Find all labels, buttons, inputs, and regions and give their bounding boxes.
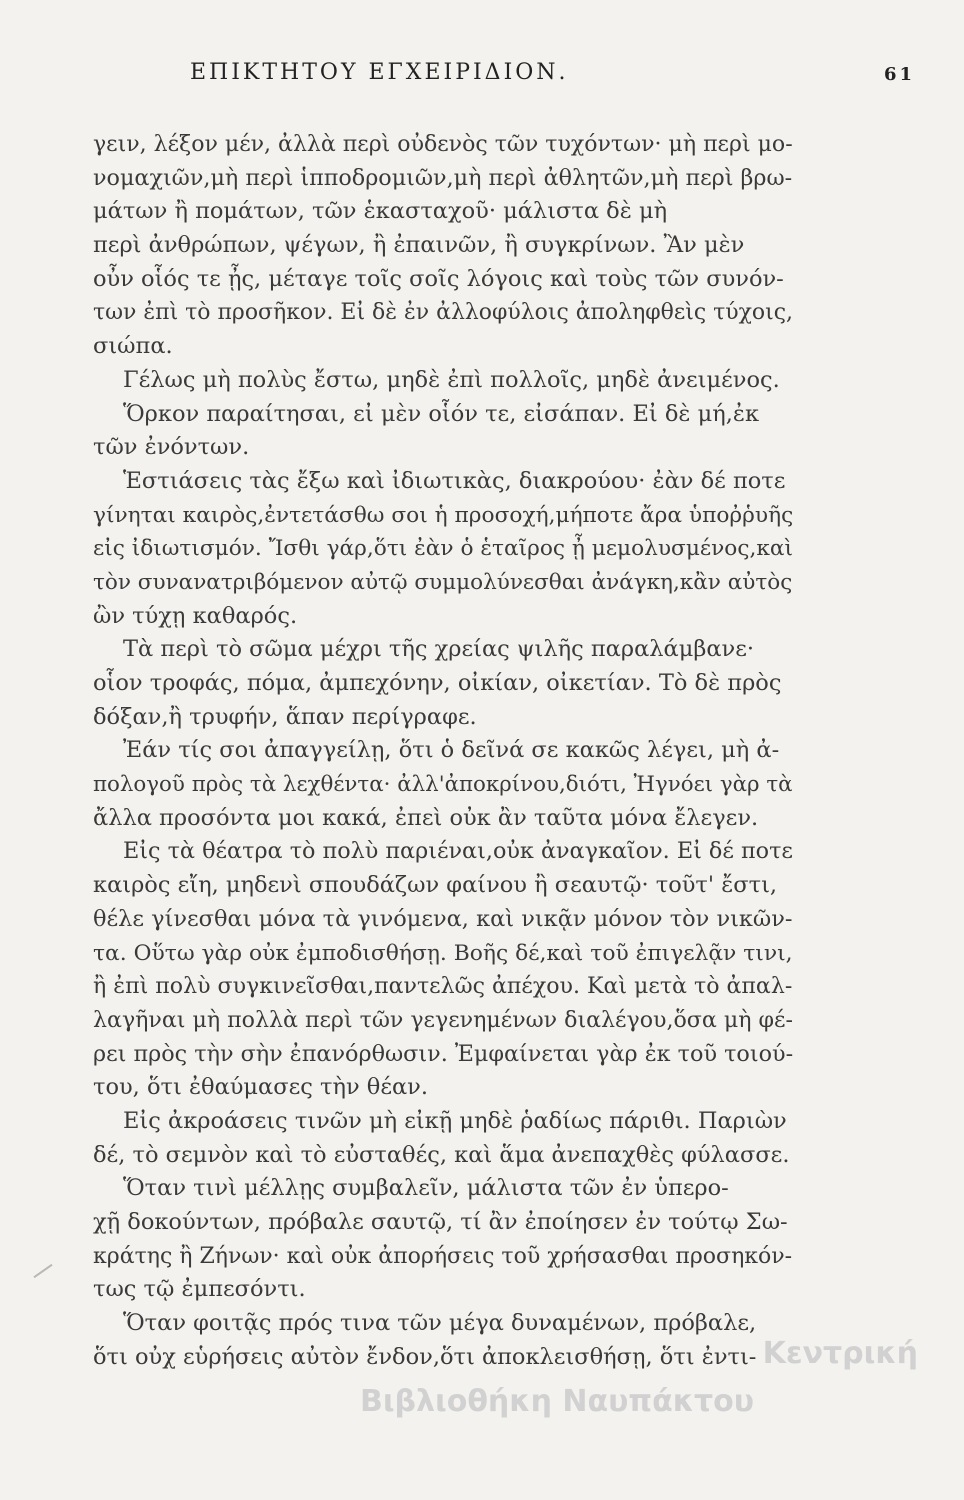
text-line: Γέλως μὴ πολὺς ἔστω, μηδὲ ἐπὶ πολλοῖς, μηδὲ ἀνειμένος. [123,366,780,393]
text-line: δέ, τὸ σεμνὸν καὶ τὸ εὐσταθές, καὶ ἅμα ἀνεπαχθὲς φύλασσε. [93,1141,790,1168]
text-line: ὅτι οὐχ εὑρήσεις αὐτὸν ἔνδον,ὅτι ἀποκλεισθήσῃ, ὅτι ἐντι- [93,1343,757,1370]
text-line: νομαχιῶν,μὴ περὶ ἱπποδρομιῶν,μὴ περὶ ἀθλητῶν,μὴ περὶ βρω- [93,164,793,191]
library-watermark [360,1330,960,1426]
text-line: εἰς ἰδιωτισμόν. Ἴσθι γάρ,ὅτι ἐὰν ὁ ἑταῖρος ᾖ μεμολυσμένος,καὶ [93,536,794,562]
margin-pencil-mark [33,1264,52,1278]
body-text [93,128,793,1374]
text-line: χῇ δοκούντων, πρόβαλε σαυτῷ, τί ἂν ἐποίησεν ἐν τούτῳ Σω- [93,1209,788,1235]
text-line: ρει πρὸς τὴν σὴν ἐπανόρθωσιν. Ἐμφαίνεται γὰρ ἐκ τοῦ τοιού- [93,1040,794,1067]
text-line: ὢν τύχῃ καθαρός. [93,602,298,629]
text-line: τῶν ἐνόντων. [93,434,250,461]
text-line: γειν, λέξον μέν, ἀλλὰ περὶ οὐδενὸς τῶν τυχόντων· μὴ περὶ μο- [93,132,793,157]
text-line: των ἐπὶ τὸ προσῆκον. Εἰ δὲ ἐν ἀλλοφύλοις ἀποληφθεὶς τύχοις, [93,300,793,326]
text-line: δόξαν,ἢ τρυφήν, ἅπαν περίγραφε. [93,703,477,730]
text-line: γίνηται καιρὸς,ἐντετάσθω σοι ἡ προσοχή,μήποτε ἄρα ὑποῤῥυῆς [93,502,794,528]
text-line: ἢ ἐπὶ πολὺ συγκινεῖσθαι,παντελῶς ἀπέχου. Καὶ μετὰ τὸ ἀπαλ- [93,974,793,1000]
text-line: περὶ ἀνθρώπων, ψέγων, ἢ ἐπαινῶν, ἢ συγκρίνων. Ἂν μὲν [93,232,745,259]
text-line: τως τῷ ἐμπεσόντι. [93,1276,306,1303]
text-line: Εἰς ἀκροάσεις τινῶν μὴ εἰκῇ μηδὲ ῥαδίως πάριθι. Παριὼν [123,1107,787,1134]
text-line: πολογοῦ πρὸς τὰ λεχθέντα· ἀλλ'ἀποκρίνου,διότι, Ἠγνόει γὰρ τὰ [93,772,793,798]
text-line: ἄλλα προσόντα μοι κακά, ἐπεὶ οὐκ ἂν ταῦτα μόνα ἔλεγεν. [93,804,759,831]
text-line: Ἑστιάσεις τὰς ἔξω καὶ ἰδιωτικὰς, διακρούου· ἐὰν δέ ποτε [123,467,786,494]
text-line: Τὰ περὶ τὸ σῶμα μέχρι τῆς χρείας ψιλῆς παραλάμβανε· [123,636,755,663]
text-line: Ὅταν φοιτᾷς πρός τινα τῶν μέγα δυναμένων, πρόβαλε, [123,1310,757,1337]
text-line: λαγῆναι μὴ πολλὰ περὶ τῶν γεγενημένων διαλέγου,ὅσα μὴ φέ- [93,1006,793,1033]
watermark-line-2: Βιβλιοθήκη Ναυπάκτου [360,1384,755,1419]
running-title: ΕΠΙΚΤΗΤΟΥ ΕΓΧΕΙΡΙΔΙΟΝ. [190,60,569,85]
text-line: του, ὅτι ἐθαύμασες τὴν θέαν. [93,1074,429,1101]
watermark-line-1: Κεντρική [762,1336,918,1371]
text-line: Ὅταν τινὶ μέλλῃς συμβαλεῖν, μάλιστα τῶν ἐν ὑπερο- [123,1175,729,1202]
text-line: Ὅρκον παραίτησαι, εἰ μὲν οἷόν τε, εἰσάπαν. Εἰ δὲ μή,ἐκ [123,400,760,427]
text-line: καιρὸς εἴη, μηδενὶ σπουδάζων φαίνου ἢ σεαυτῷ· τοῦτ' ἔστι, [93,872,778,899]
text-line: τα. Οὕτω γὰρ οὐκ ἐμποδισθήσῃ. Βοῆς δέ,καὶ τοῦ ἐπιγελᾷν τινι, [93,940,793,966]
text-line: οὖν οἷός τε ᾖς, μέταγε τοῖς σοῖς λόγοις καὶ τοὺς τῶν συνόν- [93,265,784,292]
text-line: μάτων ἢ πομάτων, τῶν ἑκασταχοῦ· μάλιστα δὲ μὴ [93,198,668,225]
text-line: Εἰς τὰ θέατρα τὸ πολὺ παριέναι,οὐκ ἀναγκαῖον. Εἰ δέ ποτε [123,838,793,865]
text-line: θέλε γίνεσθαι μόνα τὰ γινόμενα, καὶ νικᾷν μόνον τὸν νικῶν- [93,905,793,932]
text-line: οἷον τροφάς, πόμα, ἀμπεχόνην, οἰκίαν, οἰκετίαν. Τὸ δὲ πρὸς [93,670,782,696]
text-line: τὸν συνανατριβόμενον αὐτῷ συμμολύνεσθαι ἀνάγκη,κἂν αὐτὸς [93,569,793,595]
text-line: κράτης ἢ Ζήνων· καὶ οὐκ ἀπορήσεις τοῦ χρήσασθαι προσηκόν- [93,1243,793,1269]
page-number: 61 [883,64,915,85]
text-line: σιώπα. [93,333,173,360]
text-line: Ἐάν τίς σοι ἀπαγγείλῃ, ὅτι ὁ δεῖνά σε κακῶς λέγει, μὴ ἀ- [123,737,780,764]
